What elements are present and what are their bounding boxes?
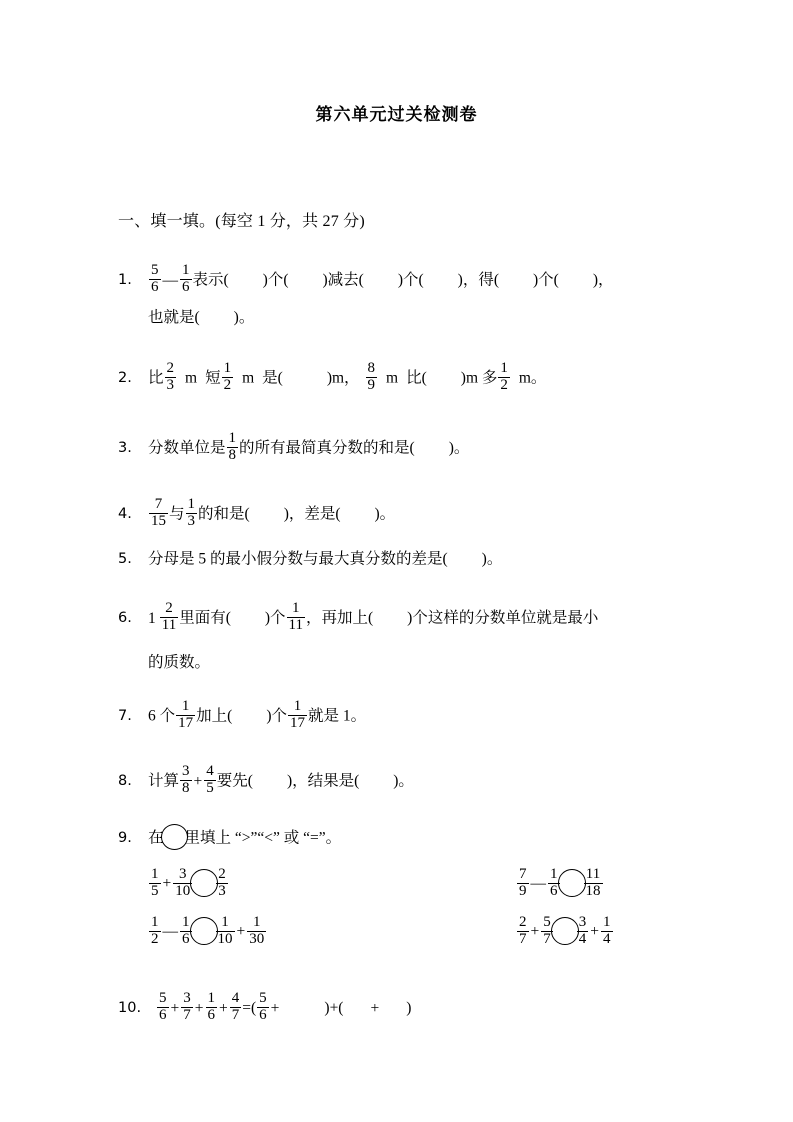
- compare-circle-icon[interactable]: [161, 824, 188, 850]
- operator-minus: —: [162, 923, 178, 941]
- question-9-row-2: [148, 914, 611, 949]
- question-body: [148, 825, 341, 851]
- question-number: 8.: [118, 773, 132, 789]
- question-body: [148, 765, 414, 798]
- fraction-numerator: 1: [223, 360, 232, 376]
- fraction: [601, 915, 613, 948]
- operator-plus: +: [530, 923, 540, 941]
- text-segment: 要先(: [216, 772, 253, 790]
- fraction: [181, 991, 193, 1024]
- question-1: [118, 264, 613, 297]
- fraction-numerator: 1: [207, 990, 215, 1006]
- fraction-denominator: 8: [182, 779, 190, 796]
- operator-plus: +: [236, 923, 246, 941]
- fraction: [216, 915, 235, 948]
- fraction-denominator: 7: [231, 1006, 240, 1023]
- text-segment: )个(: [397, 271, 424, 289]
- fraction: [160, 601, 178, 634]
- text-segment: 比: [148, 369, 164, 387]
- operator-minus: —: [162, 271, 178, 289]
- text-segment: 与: [169, 505, 185, 523]
- fraction-denominator: 6: [159, 1006, 167, 1023]
- fraction: [498, 361, 510, 394]
- compare-circle-icon[interactable]: [190, 917, 218, 945]
- text-segment: )。: [448, 439, 470, 457]
- fraction-numerator: 1: [550, 866, 558, 882]
- question-number: 1.: [118, 272, 132, 288]
- question-body: [148, 602, 598, 635]
- question-body: [148, 264, 613, 297]
- fraction-numerator: 2: [218, 866, 226, 882]
- text-segment: 就是 1。: [307, 707, 367, 725]
- fraction-denominator: 3: [166, 376, 175, 393]
- compare-expression-left: [148, 866, 229, 899]
- fraction-numerator: 3: [183, 990, 191, 1006]
- fraction: [287, 601, 305, 634]
- question-body: [148, 551, 502, 567]
- fraction: [247, 915, 266, 948]
- text-segment: ): [406, 999, 412, 1017]
- question-body: [148, 432, 469, 465]
- text-segment: 的和是(: [198, 505, 250, 523]
- question-1-line2: [148, 305, 254, 327]
- text-segment: )+(: [324, 999, 344, 1017]
- fraction-numerator: 7: [149, 497, 168, 514]
- fraction-numerator: 7: [519, 866, 527, 882]
- unit-label: m: [242, 369, 255, 387]
- fraction-numerator: 5: [151, 262, 159, 278]
- compare-circle-icon[interactable]: [558, 869, 586, 897]
- fraction-denominator: 17: [178, 714, 194, 731]
- fraction: [149, 915, 161, 948]
- fraction-denominator: 11: [161, 616, 177, 633]
- operator-plus: +: [590, 923, 599, 941]
- question-8: [118, 765, 414, 798]
- fraction: [288, 699, 307, 732]
- fraction-denominator: 4: [578, 930, 587, 947]
- fraction-numerator: 3: [578, 914, 587, 930]
- fraction-denominator: 9: [367, 376, 376, 393]
- fraction-denominator: 6: [207, 1006, 215, 1023]
- question-10: [118, 992, 411, 1025]
- fraction-numerator: 5: [159, 990, 167, 1006]
- page-title: 第六单元过关检测卷: [315, 105, 478, 125]
- fraction: [204, 764, 216, 797]
- text-segment: 也就是(: [148, 309, 200, 326]
- fraction-denominator: 2: [223, 376, 232, 393]
- fraction-denominator: 6: [151, 278, 159, 295]
- fraction-denominator: 7: [183, 1006, 191, 1023]
- text-segment: )。: [374, 505, 396, 523]
- fraction: [149, 263, 161, 296]
- fraction: [366, 361, 378, 394]
- fraction-denominator: 18: [585, 882, 601, 899]
- text-segment: 比(: [406, 369, 427, 387]
- question-body: [148, 700, 366, 733]
- compare-expression-left: [148, 914, 267, 947]
- text-segment: 6 个: [148, 707, 176, 725]
- text-segment: 短: [205, 369, 221, 387]
- text-segment: )个: [264, 609, 286, 627]
- fraction: [227, 431, 239, 464]
- question-9-row-1: [148, 866, 601, 901]
- text-segment: )个(: [262, 271, 289, 289]
- fraction-numerator: 5: [259, 990, 267, 1006]
- unit-label: m。: [518, 369, 547, 387]
- text-segment: 分数单位是: [148, 439, 226, 457]
- text-segment: )个(: [532, 271, 559, 289]
- fraction: [180, 764, 192, 797]
- question-number: 7.: [118, 708, 132, 724]
- fraction-denominator: 8: [228, 446, 237, 463]
- fraction-numerator: 3: [182, 763, 190, 779]
- text-segment: )，得(: [457, 271, 499, 289]
- mixed-number-integer: 1: [148, 609, 156, 627]
- fraction-denominator: 2: [500, 376, 508, 393]
- operator-plus: +: [193, 772, 203, 790]
- text-segment: )m 多: [460, 369, 498, 387]
- text-segment: )，结果是(: [286, 772, 360, 790]
- operator-minus: —: [530, 875, 546, 893]
- text-segment: 里填上 “>”“<” 或 “=”。: [184, 829, 342, 847]
- fraction-numerator: 1: [151, 914, 159, 930]
- fraction-denominator: 5: [206, 779, 214, 796]
- fraction-numerator: 5: [543, 914, 551, 930]
- fraction-numerator: 4: [231, 990, 240, 1006]
- fraction: [149, 867, 161, 900]
- fraction-numerator: 1: [247, 915, 266, 932]
- text-segment: )个: [266, 707, 287, 725]
- operator-plus: +: [194, 999, 204, 1017]
- fraction-numerator: 1: [500, 360, 508, 376]
- question-6: [118, 602, 598, 635]
- text-segment: )。: [481, 551, 503, 569]
- operator-plus: +: [162, 875, 172, 893]
- question-2: [118, 362, 546, 395]
- operator-plus: +: [370, 999, 380, 1017]
- fraction: [222, 361, 234, 394]
- text-segment: )m，: [326, 369, 360, 387]
- compare-circle-icon[interactable]: [190, 869, 218, 897]
- text-segment: )，差是(: [283, 505, 341, 523]
- fraction-denominator: 10: [217, 930, 233, 947]
- unit-label: m: [386, 369, 399, 387]
- question-7: [118, 700, 366, 733]
- fraction: [577, 915, 589, 948]
- text-segment: 加上(: [196, 707, 233, 725]
- fraction-denominator: 17: [289, 714, 305, 731]
- fraction-denominator: 7: [519, 930, 527, 947]
- text-segment: )个这样的分数单位就是最小: [407, 609, 599, 627]
- fraction-numerator: 1: [176, 699, 195, 716]
- fraction-numerator: 1: [182, 262, 190, 278]
- fraction: [517, 915, 529, 948]
- fraction: [257, 991, 269, 1024]
- fraction-denominator: 3: [218, 882, 226, 899]
- fraction-numerator: 4: [206, 763, 214, 779]
- text-segment: 的所有最简真分数的和是(: [239, 439, 415, 457]
- fraction-numerator: 2: [160, 601, 178, 618]
- text-segment: )减去(: [322, 271, 364, 289]
- question-body: [148, 362, 546, 395]
- fraction-numerator: 1: [603, 914, 611, 930]
- section-heading: 一、填一填。(每空 1 分，共 27 分): [118, 213, 365, 230]
- fraction-numerator: 1: [288, 699, 307, 716]
- fraction: [186, 497, 198, 530]
- operator-plus: +: [219, 999, 228, 1017]
- text-segment: 分母是 5 的最小假分数与最大真分数的差是(: [148, 551, 448, 569]
- fraction-denominator: 30: [249, 930, 265, 947]
- fraction-denominator: 4: [603, 930, 611, 947]
- fraction-denominator: 5: [151, 882, 159, 899]
- operator-plus: +: [270, 999, 280, 1017]
- fraction-numerator: 1: [151, 866, 159, 882]
- question-6-line2: [148, 650, 210, 672]
- fraction-numerator: 1: [216, 915, 235, 932]
- equals-open-paren: =(: [242, 999, 257, 1017]
- fraction-denominator: 6: [259, 1006, 267, 1023]
- fraction-numerator: 2: [519, 914, 527, 930]
- question-number: 5.: [118, 551, 132, 568]
- question-number: 10.: [118, 1000, 142, 1016]
- fraction-numerator: 2: [166, 360, 175, 376]
- fraction: [584, 867, 603, 900]
- text-segment: ，再加上(: [306, 609, 374, 627]
- compare-expression-right: [516, 868, 604, 901]
- fraction-denominator: 10: [175, 882, 191, 899]
- fraction-denominator: 6: [182, 278, 190, 295]
- text-segment: 的质数。: [148, 654, 211, 671]
- fraction-denominator: 6: [550, 882, 558, 899]
- operator-plus: +: [170, 999, 180, 1017]
- text-segment: 里面有(: [179, 609, 231, 627]
- fraction-numerator: 8: [367, 360, 376, 376]
- fraction: [230, 991, 242, 1024]
- compare-circle-icon[interactable]: [551, 917, 579, 945]
- fraction-numerator: 11: [584, 867, 603, 884]
- fraction: [165, 361, 177, 394]
- fraction-denominator: 6: [182, 930, 190, 947]
- fraction-numerator: 3: [173, 867, 192, 884]
- text-segment: 是(: [262, 369, 283, 387]
- text-segment: 计算: [148, 772, 180, 790]
- fraction: [517, 867, 529, 900]
- fraction-denominator: 3: [187, 512, 196, 529]
- fraction: [180, 263, 192, 296]
- question-3: [118, 432, 469, 465]
- question-number: 2.: [118, 370, 132, 386]
- question-number: 3.: [118, 440, 132, 456]
- question-number: 6.: [118, 610, 132, 626]
- question-number: 9.: [118, 829, 132, 846]
- fraction: [157, 991, 169, 1024]
- question-4: [118, 498, 395, 531]
- question-body: [156, 992, 411, 1025]
- fraction-denominator: 7: [543, 930, 551, 947]
- fraction-numerator: 1: [287, 601, 305, 618]
- fraction-denominator: 11: [288, 616, 303, 633]
- fraction-denominator: 9: [519, 882, 527, 899]
- fraction: [176, 699, 195, 732]
- fraction: [216, 867, 228, 900]
- question-5: [118, 551, 502, 568]
- text-segment: 表示(: [192, 271, 229, 289]
- fraction-numerator: 1: [187, 496, 196, 512]
- compare-expression-right: [516, 916, 614, 949]
- question-number: 4.: [118, 506, 132, 522]
- fraction: [149, 497, 168, 530]
- text-segment: )。: [233, 309, 255, 326]
- question-9: [118, 825, 341, 851]
- text-segment: )，: [592, 271, 614, 289]
- unit-label: m: [185, 369, 198, 387]
- text-segment: )。: [393, 772, 414, 790]
- fraction-numerator: 1: [228, 430, 237, 446]
- fraction: [206, 991, 218, 1024]
- text-segment: 在: [148, 829, 164, 847]
- fraction-denominator: 2: [151, 930, 159, 947]
- fraction-numerator: 1: [182, 914, 190, 930]
- question-body: [148, 498, 395, 531]
- fraction-denominator: 15: [151, 512, 166, 529]
